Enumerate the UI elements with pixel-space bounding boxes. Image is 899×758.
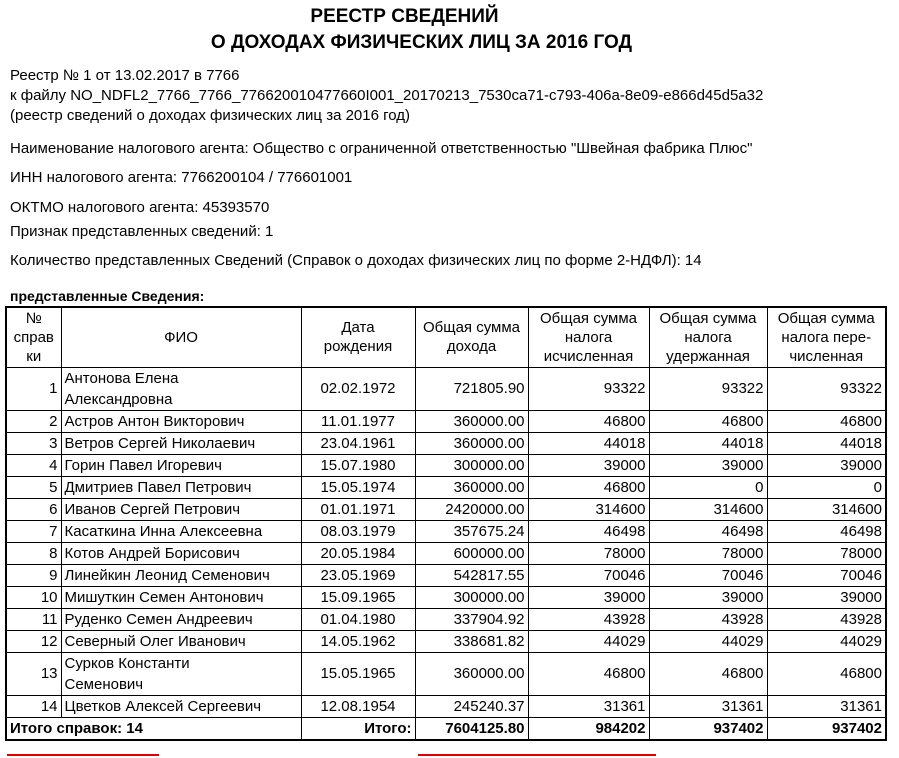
row-birth: 23.04.1961 [301, 432, 415, 454]
row-tax-calc: 39000 [528, 454, 649, 476]
fio-line: Астров Антон Викторович [64, 412, 245, 430]
row-tax-calc: 46498 [528, 520, 649, 542]
table-row [6, 586, 886, 608]
row-tax-withheld: 78000 [649, 542, 767, 564]
header-fio: ФИО [61, 307, 301, 367]
row-tax-transferred: 39000 [767, 586, 886, 608]
row-tax-withheld: 44018 [649, 432, 767, 454]
fio-line: Антонова Елена [64, 369, 179, 387]
row-tax-transferred: 44018 [767, 432, 886, 454]
row-tax-calc: 78000 [528, 542, 649, 564]
row-num: 2 [6, 410, 61, 432]
row-tax-withheld: 46800 [649, 410, 767, 432]
registry-number: Реестр № 1 от 13.02.2017 в 7766 [10, 67, 240, 84]
fio-line: Иванов Сергей Петрович [64, 500, 241, 518]
row-birth: 08.03.1979 [301, 520, 415, 542]
row-income: 721805.90 [415, 367, 528, 410]
row-fio [61, 608, 301, 630]
totals-tax-transferred: 937402 [767, 717, 886, 740]
row-income: 360000.00 [415, 652, 528, 695]
row-tax-transferred: 0 [767, 476, 886, 498]
row-tax-transferred: 93322 [767, 367, 886, 410]
row-tax-transferred: 46498 [767, 520, 886, 542]
row-income: 542817.55 [415, 564, 528, 586]
row-income: 300000.00 [415, 454, 528, 476]
row-num: 9 [6, 564, 61, 586]
registry-description: (реестр сведений о доходах физических лиц за 2016 год) [10, 107, 411, 124]
row-tax-calc: 44029 [528, 630, 649, 652]
row-fio [61, 695, 301, 717]
row-birth: 15.05.1965 [301, 652, 415, 695]
table-row [6, 652, 886, 695]
row-tax-transferred: 43928 [767, 608, 886, 630]
table-row [6, 608, 886, 630]
row-num: 6 [6, 498, 61, 520]
agent-inn: ИНН налогового агента: 7766200104 / 776601001 [10, 169, 353, 186]
fio-line: Касаткина Инна Алексеевна [64, 522, 263, 540]
totals-income: 7604125.80 [415, 717, 528, 740]
table-row [6, 410, 886, 432]
row-birth: 15.07.1980 [301, 454, 415, 476]
agent-oktmo: ОКТМО налогового агента: 45393570 [10, 199, 270, 216]
row-num: 1 [6, 367, 61, 410]
row-income: 245240.37 [415, 695, 528, 717]
totals-count: Итого справок: 14 [6, 717, 301, 740]
fio-line: Горин Павел Игоревич [64, 456, 222, 474]
row-birth: 14.05.1962 [301, 630, 415, 652]
row-fio [61, 564, 301, 586]
row-tax-withheld: 31361 [649, 695, 767, 717]
totals-tax-withheld: 937402 [649, 717, 767, 740]
row-fio [61, 432, 301, 454]
row-num: 5 [6, 476, 61, 498]
row-birth: 01.01.1971 [301, 498, 415, 520]
row-fio [61, 652, 301, 695]
row-fio [61, 476, 301, 498]
header-num: № справ ки [6, 307, 61, 367]
row-tax-transferred: 39000 [767, 454, 886, 476]
row-tax-transferred: 46800 [767, 410, 886, 432]
fio-line: Мишуткин Семен Антонович [64, 588, 264, 606]
row-birth: 20.05.1984 [301, 542, 415, 564]
row-tax-transferred: 78000 [767, 542, 886, 564]
data-sign: Признак представленных сведений: 1 [10, 223, 274, 240]
row-birth: 15.09.1965 [301, 586, 415, 608]
fio-line: Сурков Константи [64, 654, 190, 672]
table-row [6, 367, 886, 410]
header-tax-transferred: Общая сумма налога пере- численная [767, 307, 886, 367]
table-row [6, 564, 886, 586]
row-income: 600000.00 [415, 542, 528, 564]
row-income: 360000.00 [415, 410, 528, 432]
table-row [6, 454, 886, 476]
fio-line: Линейкин Леонид Семенович [64, 566, 270, 584]
document-subtitle: О ДОХОДАХ ФИЗИЧЕСКИХ ЛИЦ ЗА 2016 ГОД [210, 32, 633, 53]
row-tax-calc: 93322 [528, 367, 649, 410]
row-fio [61, 498, 301, 520]
row-birth: 23.05.1969 [301, 564, 415, 586]
row-fio [61, 454, 301, 476]
row-tax-transferred: 314600 [767, 498, 886, 520]
row-tax-calc: 46800 [528, 652, 649, 695]
row-tax-calc: 31361 [528, 695, 649, 717]
row-tax-withheld: 0 [649, 476, 767, 498]
row-tax-calc: 44018 [528, 432, 649, 454]
header-tax-withheld: Общая сумма налога удержанная [649, 307, 767, 367]
row-tax-calc: 70046 [528, 564, 649, 586]
row-tax-withheld: 70046 [649, 564, 767, 586]
row-num: 12 [6, 630, 61, 652]
totals-row [6, 717, 886, 740]
fio-line: Ветров Сергей Николаевич [64, 434, 256, 452]
fio-line: Руденко Семен Андреевич [64, 610, 253, 628]
table-caption: представленные Сведения: [10, 288, 205, 304]
row-fio [61, 542, 301, 564]
income-table [5, 306, 887, 741]
row-income: 357675.24 [415, 520, 528, 542]
row-birth: 11.01.1977 [301, 410, 415, 432]
row-tax-withheld: 39000 [649, 586, 767, 608]
row-tax-calc: 39000 [528, 586, 649, 608]
header-tax-calc: Общая сумма налога исчисленная [528, 307, 649, 367]
header-birth: Дата рождения [301, 307, 415, 367]
row-tax-calc: 43928 [528, 608, 649, 630]
row-birth: 15.05.1974 [301, 476, 415, 498]
document-title: РЕЕСТР СВЕДЕНИЙ [310, 6, 499, 27]
fio-line: Северный Олег Иванович [64, 632, 246, 650]
row-fio [61, 410, 301, 432]
table-row [6, 520, 886, 542]
row-num: 3 [6, 432, 61, 454]
row-fio [61, 630, 301, 652]
row-num: 13 [6, 652, 61, 695]
row-birth: 01.04.1980 [301, 608, 415, 630]
row-tax-transferred: 70046 [767, 564, 886, 586]
table-row [6, 432, 886, 454]
certificates-count: Количество представленных Сведений (Справок о доходах физических лиц по форме 2-НДФЛ): 14 [10, 252, 702, 269]
row-fio [61, 586, 301, 608]
row-fio [61, 367, 301, 410]
table-row [6, 476, 886, 498]
totals-label: Итого: [301, 717, 415, 740]
agent-name: Наименование налогового агента: Общество с ограниченной ответственностью "Швейная фабрика Плюс" [10, 140, 753, 157]
row-num: 8 [6, 542, 61, 564]
row-tax-transferred: 46800 [767, 652, 886, 695]
fio-line: Котов Андрей Борисович [64, 544, 240, 562]
row-tax-withheld: 314600 [649, 498, 767, 520]
row-income: 360000.00 [415, 432, 528, 454]
row-birth: 02.02.1972 [301, 367, 415, 410]
row-birth: 12.08.1954 [301, 695, 415, 717]
row-tax-withheld: 44029 [649, 630, 767, 652]
table-row [6, 542, 886, 564]
row-income: 337904.92 [415, 608, 528, 630]
fio-line: Александровна [64, 390, 173, 408]
row-tax-withheld: 43928 [649, 608, 767, 630]
row-tax-withheld: 46800 [649, 652, 767, 695]
row-income: 360000.00 [415, 476, 528, 498]
row-income: 2420000.00 [415, 498, 528, 520]
row-num: 14 [6, 695, 61, 717]
underline-count [7, 754, 159, 756]
row-num: 4 [6, 454, 61, 476]
fio-line: Дмитриев Павел Петрович [64, 478, 252, 496]
row-tax-withheld: 93322 [649, 367, 767, 410]
row-tax-calc: 314600 [528, 498, 649, 520]
table-row [6, 498, 886, 520]
row-tax-withheld: 39000 [649, 454, 767, 476]
table-row [6, 695, 886, 717]
fio-line: Цветков Алексей Сергеевич [64, 697, 262, 715]
file-name: к файлу NO_NDFL2_7766_7766_776620010477660I001_20170213_7530ca71-c793-406a-8e09-e866d45d5a32 [10, 87, 764, 104]
row-income: 300000.00 [415, 586, 528, 608]
header-income: Общая сумма дохода [415, 307, 528, 367]
underline-totals [418, 754, 656, 756]
row-num: 10 [6, 586, 61, 608]
row-tax-calc: 46800 [528, 476, 649, 498]
table-row [6, 630, 886, 652]
row-income: 338681.82 [415, 630, 528, 652]
row-tax-withheld: 46498 [649, 520, 767, 542]
row-num: 11 [6, 608, 61, 630]
totals-tax-calc: 984202 [528, 717, 649, 740]
row-tax-calc: 46800 [528, 410, 649, 432]
row-tax-transferred: 44029 [767, 630, 886, 652]
fio-line: Семенович [64, 675, 144, 693]
row-num: 7 [6, 520, 61, 542]
row-tax-transferred: 31361 [767, 695, 886, 717]
row-fio [61, 520, 301, 542]
